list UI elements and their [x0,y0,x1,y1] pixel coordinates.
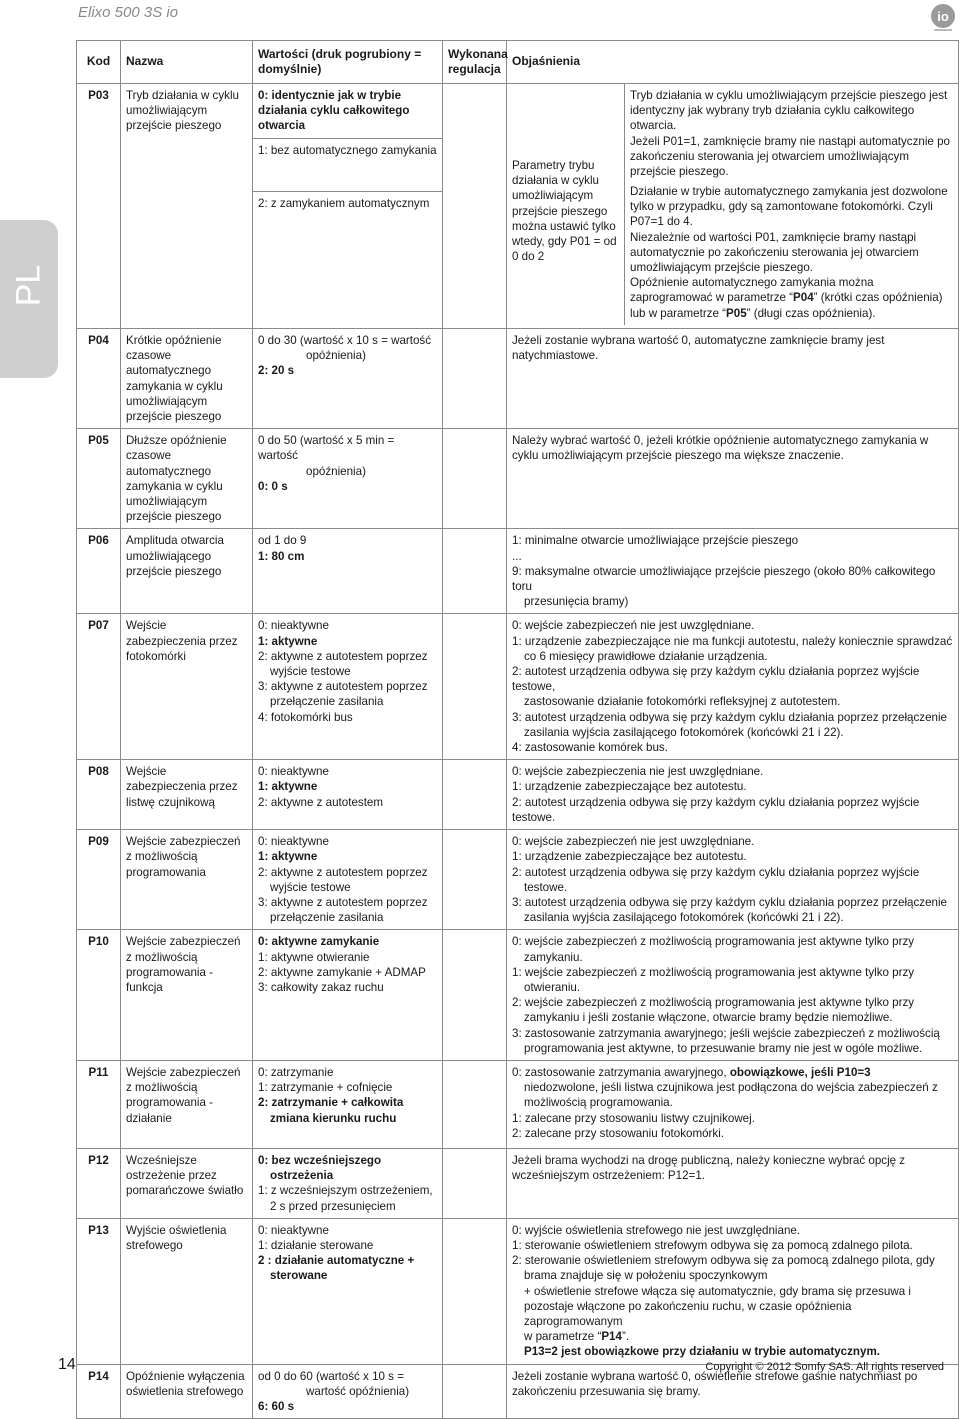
value-line: 0: nieaktywne [258,1223,329,1237]
value-line: sterowane [270,1269,328,1283]
page-number: 14 [58,1356,76,1373]
explanation-line: 2: zalecane przy stosowaniu fotokomórki. [512,1126,725,1140]
row-explanation [507,1060,959,1148]
value-line: 0 do 30 (wartość x 10 s = wartość [258,334,432,347]
row-code: P04 [77,329,121,429]
row-name: Tryb działania w cyklu umożliwiającym przejście pieszego [121,84,253,329]
row-values [253,614,443,760]
explanation-line: Tryb działania w cyklu umożliwiającym przejście pieszego jest identyczny jak wybrany tryb działania cyklu całkowitego otwarcia. [630,89,948,133]
row-name: Opóźnienie wyłączenia oświetlenia strefowego [121,1364,253,1419]
value-line: 1: aktywne [258,634,318,648]
row-explanation [507,760,959,830]
explanation-line: niedozwolone, jeśli listwa czujnikowa jest podłączona do wejścia zabezpieczeń z [524,1081,938,1095]
explanation-line: przesunięcia bramy) [524,595,629,609]
column-header-wartosci: Wartości (druk pogrubiony = domyślnie) [253,41,443,84]
explanation-line: zamykaniu i jeśli zostanie włączone, otwarcie bramy będzie niemożliwe. [524,1011,893,1025]
language-tab [0,220,58,378]
value-line: zmiana kierunku ruchu [270,1111,397,1125]
row-adjustment [443,1218,507,1364]
document-title: Elixo 500 3S io [78,4,179,21]
value-line: 2: aktywne z autotestem [258,795,384,809]
value-line: 2 s przed przesunięciem [270,1199,396,1213]
explanation-line: zastosowanie działanie fotokomórki refleksyjnej z autotestem. [524,695,841,709]
explanation-line: otwieraniu. [524,980,581,994]
row-explanation [507,329,959,429]
row-values [253,329,443,429]
table-row-p04 [77,329,959,429]
row-code: P09 [77,830,121,930]
explanation-line: ... [512,549,522,563]
row-values [253,1218,443,1364]
row-adjustment [443,614,507,760]
row-explanation [507,1148,959,1218]
explanation-line: 0: wejście zabezpieczeń nie jest uwzględniane. [512,619,755,633]
explanation-line: 2: sterowanie oświetleniem strefowym odbywa się za pomocą zdalnego pilota, gdy [512,1254,935,1268]
table-row-p06 [77,529,959,614]
explanation-line: 2: autotest urządzenia odbywa się przy każdym cyklu działania poprzez wyjście testowe, [512,665,920,694]
row-adjustment [443,329,507,429]
svg-text:io: io [937,9,949,24]
row-values [253,1364,443,1419]
explanation-line: 2: wejście zabezpieczeń z możliwością programowania jest aktywne tylko przy [512,996,915,1010]
value-line: 0: aktywne zamykanie [258,935,380,949]
value-line: 0: bez wcześniejszego [258,1153,382,1167]
io-logo-icon [928,2,958,32]
explanation-line: 0: zastosowanie zatrzymania awaryjnego, obowiązkowe, jeśli P10=3 [512,1065,871,1079]
value-line: 0: nieaktywne [258,765,329,779]
row-name: Wejście zabezpieczeń z możliwością programowania - funkcja [121,930,253,1061]
value-line: przełączenie zasilania [270,695,384,709]
parameters-table [76,40,959,1419]
row-name: Wejście zabezpieczeń z możliwością programowania [121,830,253,930]
value-line: opóźnienia) [306,464,366,478]
row-explanation [507,614,959,760]
explanation-line: Jeżeli zostanie wybrana wartość 0, automatyczne zamknięcie bramy jest natychmiastowe. [512,334,885,363]
value-line: opóźnienia) [306,349,366,363]
explanation-line: 1: minimalne otwarcie umożliwiające przejście pieszego [512,534,799,548]
row-code: P11 [77,1060,121,1148]
language-tab-label: PL [9,264,48,307]
explanation-line: 0: wejście zabezpieczeń z możliwością programowania jest aktywne tylko przy [512,935,915,949]
row-adjustment [443,429,507,529]
value-line: 4: fotokomórki bus [258,710,353,724]
explanation-line: Niezależnie od wartości P01, zamknięcie bramy nastąpi automatycznie po zakończeniu sterowania jej otwarciem umożliwiającym przejście pieszego. [630,230,919,275]
value-line: 0: nieaktywne [258,619,329,633]
table-row-p07 [77,614,959,760]
row-name: Wejście zabezpieczenia przez listwę czujnikową [121,760,253,830]
value-line: 3: aktywne z autotestem poprzez [258,680,428,694]
row-name: Wcześniejsze ostrzeżenie przez pomarańczowe światło [121,1148,253,1218]
value-line: 2 : działanie automatyczne + [258,1254,415,1268]
explanation-line: + oświetlenie strefowe włącza się automatycznie, gdy brama się przesuwa i [524,1284,911,1298]
value-line: 1: aktywne [258,780,318,794]
row-adjustment [443,830,507,930]
row-adjustment [443,1364,507,1419]
row-code: P10 [77,930,121,1061]
explanation-line: Należy wybrać wartość 0, jeżeli krótkie opóźnienie automatycznego zamykania w cyklu umożliwiającym przejście pieszego ma większe znaczenie. [512,434,929,463]
row-code: P08 [77,760,121,830]
row-adjustment [443,930,507,1061]
value-line: 2: zatrzymanie + całkowita [258,1096,404,1110]
explanation-line: 4: zastosowanie komórek bus. [512,741,668,755]
row-code: P05 [77,429,121,529]
table-row-p10 [77,930,959,1061]
row-code: P07 [77,614,121,760]
row-name: Wejście zabezpieczenia przez fotokomórki [121,614,253,760]
table-row-p09 [77,830,959,930]
explanation-line: 0: wejście zabezpieczenia nie jest uwzględniane. [512,765,764,779]
row-code: P06 [77,529,121,614]
copyright: Copyright © 2012 Somfy SAS. All rights reserved [705,1361,944,1373]
value-line: 2: aktywne zamykanie + ADMAP [258,965,426,979]
value-line: 1: aktywne [258,850,318,864]
row-adjustment [443,1060,507,1148]
explanation-line: 1: urządzenie zabezpieczające nie ma funkcji autotestu, należy koniecznie sprawdzać [512,634,953,648]
value-line: 2: aktywne z autotestem poprzez [258,865,428,879]
row-explanation [507,529,959,614]
column-header-objasnienia: Objaśnienia [507,41,959,84]
column-header-wykonana-regulacja: Wykonana regulacja [443,41,507,84]
row-code: P12 [77,1148,121,1218]
explanation-line: 0: wejście zabezpieczeń nie jest uwzględniane. [512,835,755,849]
value-line: 1: aktywne otwieranie [258,950,370,964]
value-line: 1: z wcześniejszym ostrzeżeniem, [258,1184,433,1198]
row-explanation [507,1218,959,1364]
value-line: 3: całkowity zakaz ruchu [258,980,384,994]
explanation-line: 1: urządzenie zabezpieczające bez autotestu. [512,780,747,794]
value-line: od 1 do 9 [258,534,307,548]
explanation-line: 2: autotest urządzenia odbywa się przy każdym cyklu działania poprzez wyjście [512,865,920,879]
explanation-line: 2: autotest urządzenia odbywa się przy każdym cyklu działania poprzez wyjście testowe. [512,795,920,824]
row-code: P14 [77,1364,121,1419]
value-line: wyjście testowe [270,880,351,894]
row-code: P03 [77,84,121,329]
row-values [253,930,443,1061]
row-explanation [507,84,959,329]
row-values [253,1148,443,1218]
row-name: Wejście zabezpieczeń z możliwością programowania - działanie [121,1060,253,1148]
value-line: 2: z zamykaniem automatycznym [253,191,442,328]
explanation-line: pozostaje włączone po zakończeniu ruchu, w czasie opóźnienia zaprogramowanym [524,1299,852,1328]
explanation-line: Jeżeli brama wychodzi na drogę publiczną, należy konieczne wybrać opcję z wcześniejszym ostrzeżeniem: P12=1. [512,1153,906,1183]
explanation-line: 1: wejście zabezpieczeń z możliwością programowania jest aktywne tylko przy [512,965,915,979]
explanation-line: programowania jest aktywne, to przesuwanie bramy nie jest w ogóle możliwe. [524,1041,923,1055]
p03-parameters-note: Parametry trybu działania w cyklu umożliwiającym przejście pieszego można ustawić tylko wtedy, gdy P01 = od 0 do 2 [507,84,625,325]
row-explanation [507,830,959,930]
value-line: 1: działanie sterowane [258,1238,374,1252]
row-explanation [507,429,959,529]
value-line: 1: 80 cm [258,549,305,563]
explanation-line: w parametrze “P14”. [524,1330,630,1344]
table-row-p13 [77,1218,959,1364]
explanation-line: 3: autotest urządzenia odbywa się przy każdym cyklu działania poprzez przełączenie [512,895,947,909]
row-values [253,84,443,329]
row-values [253,830,443,930]
p03-explanation-list [625,84,958,325]
row-explanation [507,930,959,1061]
row-adjustment [443,529,507,614]
explanation-line: 1: urządzenie zabezpieczające bez autotestu. [512,850,747,864]
table-row-p11 [77,1060,959,1148]
table-header-row [77,41,959,84]
explanation-line: testowe. [524,880,568,894]
table-row-p05 [77,429,959,529]
value-line: 3: aktywne z autotestem poprzez [258,895,428,909]
row-adjustment [443,1148,507,1218]
explanation-line: możliwością programowania. [524,1096,673,1110]
explanation-line: 3: autotest urządzenia odbywa się przy każdym cyklu działania poprzez przełączenie [512,710,947,724]
table-row-p12 [77,1148,959,1218]
row-name: Krótkie opóźnienie czasowe automatycznego zamykania w cyklu umożliwiającym przejście pieszego [121,329,253,429]
row-adjustment [443,84,507,329]
explanation-line: brama znajduje się w położeniu spoczynkowym [524,1269,768,1283]
value-line: 2: 20 s [258,364,295,378]
value-line: 0: zatrzymanie [258,1065,334,1079]
value-line: 0: nieaktywne [258,835,329,849]
row-values [253,760,443,830]
explanation-line: 1: zalecane przy stosowaniu listwy czujnikowej. [512,1111,755,1125]
explanation-line: co 6 miesięcy prawidłowe działanie urządzenia. [524,649,768,663]
value-line: 2: aktywne z autotestem poprzez [258,649,428,663]
row-values [253,529,443,614]
column-header-nazwa: Nazwa [121,41,253,84]
explanation-line: 1: sterowanie oświetleniem strefowym odbywa się za pomocą zdalnego pilota. [512,1238,913,1252]
explanation-line: zamykaniu. [524,950,583,964]
explanation-line: P13=2 jest obowiązkowe przy działaniu w trybie automatycznym. [524,1345,880,1359]
row-adjustment [443,760,507,830]
value-line: 0: identycznie jak w trybie działania cyklu całkowitego otwarcia [258,89,410,133]
explanation-line: Jeżeli zostanie wybrana wartość 0, oświetlenie strefowe gaśnie natychmiast po zakończeniu przesuwania się bramy. [512,1369,918,1398]
explanation-line: 3: zastosowanie zatrzymania awaryjnego; jeśli wejście zabezpieczeń z możliwością [512,1026,940,1040]
explanation-line: Działanie w trybie automatycznego zamykania jest dozwolone tylko w przypadku, gdy są zamontowane fotokomórki. Czyli P07=1 do 4. [630,185,948,229]
value-line: 1: zatrzymanie + cofnięcie [258,1081,393,1095]
value-line: wyjście testowe [270,665,351,679]
value-line: ostrzeżenia [270,1169,334,1183]
value-line: wartość opóźnienia) [306,1384,410,1398]
row-name: Dłuższe opóźnienie czasowe automatycznego zamykania w cyklu umożliwiającym przejście pieszego [121,429,253,529]
value-line: przełączenie zasilania [270,911,384,925]
explanation-line: zasilania wyjścia zasilającego fotokomórek (końcówki 21 i 22). [524,911,844,925]
row-code: P13 [77,1218,121,1364]
value-line: 6: 60 s [258,1399,295,1413]
row-name: Amplituda otwarcia umożliwiającego przejście pieszego [121,529,253,614]
column-header-kod: Kod [77,41,121,84]
explanation-line: zasilania wyjścia zasilającego fotokomórek (końcówki 21 i 22). [524,725,844,739]
value-line: od 0 do 60 (wartość x 10 s = [258,1369,404,1383]
value-line: 0 do 50 (wartość x 5 min = wartość [258,434,395,463]
value-line: 0: 0 s [258,479,288,493]
row-name: Wyjście oświetlenia strefowego [121,1218,253,1364]
row-values [253,429,443,529]
explanation-line: 0: wyjście oświetlenia strefowego nie jest uwzględniane. [512,1223,801,1237]
explanation-line: Opóźnienie automatycznego zamykania można zaprogramować w parametrze “P04” (krótki czas opóźnienia) lub w parametrze “P05” (długi czas opóźnienia). [630,276,943,320]
explanation-line: 9: maksymalne otwarcie umożliwiające przejście pieszego (około 80% całkowitego toru [512,564,936,594]
value-line: 1: bez automatycznego zamykania [253,138,442,191]
explanation-line: Jeżeli P01=1, zamknięcie bramy nie nastąpi automatycznie po zakończeniu sterowania jej otwarciem umożliwiającym przejście pieszego. [630,135,950,179]
table-row-p03 [77,84,959,329]
row-values [253,1060,443,1148]
table-row-p08 [77,760,959,830]
